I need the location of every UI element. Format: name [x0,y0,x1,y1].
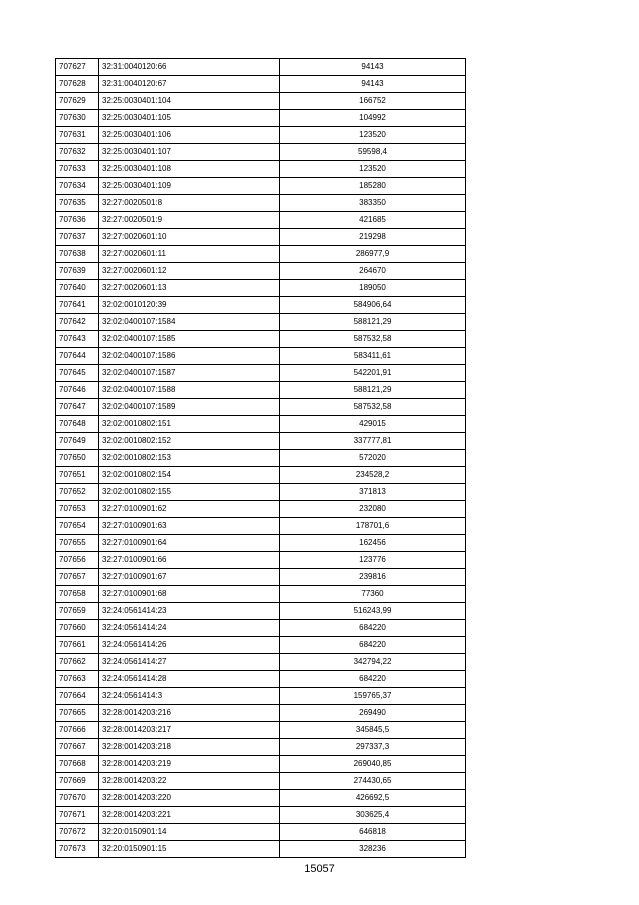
table-row [56,161,466,178]
value-cell: 345845,5 [280,722,466,739]
row-id-cell: 707671 [56,807,99,824]
cadastral-number-cell: 32:25:0030401:107 [99,144,280,161]
table-row [56,195,466,212]
value-cell: 337777,81 [280,433,466,450]
value-cell: 542201,91 [280,365,466,382]
cadastral-number-cell: 32:02:0010802:155 [99,484,280,501]
table-row [56,824,466,841]
cadastral-number-cell: 32:27:0020601:13 [99,280,280,297]
page-number: 15057 [304,863,335,875]
row-id-cell: 707667 [56,739,99,756]
value-cell: 426692,5 [280,790,466,807]
cadastral-number-cell: 32:25:0030401:105 [99,110,280,127]
cadastral-number-cell: 32:20:0150901:15 [99,841,280,858]
row-id-cell: 707648 [56,416,99,433]
row-id-cell: 707641 [56,297,99,314]
value-cell: 269490 [280,705,466,722]
cadastral-number-cell: 32:31:0040120:67 [99,76,280,93]
table-row [56,263,466,280]
cadastral-number-cell: 32:24:0561414:3 [99,688,280,705]
row-id-cell: 707659 [56,603,99,620]
cadastral-number-cell: 32:27:0100901:64 [99,535,280,552]
table-row [56,552,466,569]
table-row [56,433,466,450]
row-id-cell: 707660 [56,620,99,637]
cadastral-number-cell: 32:25:0030401:108 [99,161,280,178]
cadastral-number-cell: 32:28:0014203:219 [99,756,280,773]
value-cell: 269040,85 [280,756,466,773]
value-cell: 219298 [280,229,466,246]
table-row [56,178,466,195]
row-id-cell: 707637 [56,229,99,246]
cadastral-number-cell: 32:25:0030401:106 [99,127,280,144]
row-id-cell: 707652 [56,484,99,501]
cadastral-number-cell: 32:24:0561414:28 [99,671,280,688]
row-id-cell: 707636 [56,212,99,229]
cadastral-number-cell: 32:02:0400107:1587 [99,365,280,382]
table-row [56,484,466,501]
value-cell: 166752 [280,93,466,110]
row-id-cell: 707651 [56,467,99,484]
row-id-cell: 707658 [56,586,99,603]
value-cell: 94143 [280,59,466,76]
table-row [56,76,466,93]
value-cell: 584906,64 [280,297,466,314]
value-cell: 123520 [280,127,466,144]
cadastral-number-cell: 32:24:0561414:27 [99,654,280,671]
table-row [56,756,466,773]
cadastral-number-cell: 32:27:0100901:63 [99,518,280,535]
value-cell: 587532,58 [280,399,466,416]
table-row [56,688,466,705]
value-cell: 583411,61 [280,348,466,365]
table-row [56,637,466,654]
row-id-cell: 707646 [56,382,99,399]
table-row [56,144,466,161]
value-cell: 371813 [280,484,466,501]
cadastral-number-cell: 32:27:0100901:62 [99,501,280,518]
row-id-cell: 707654 [56,518,99,535]
cadastral-number-cell: 32:02:0010802:153 [99,450,280,467]
row-id-cell: 707645 [56,365,99,382]
table-row [56,59,466,76]
row-id-cell: 707638 [56,246,99,263]
row-id-cell: 707668 [56,756,99,773]
cadastral-number-cell: 32:27:0020601:10 [99,229,280,246]
value-cell: 123776 [280,552,466,569]
value-cell: 587532,58 [280,331,466,348]
table-row [56,535,466,552]
table-row [56,586,466,603]
value-cell: 572020 [280,450,466,467]
row-id-cell: 707632 [56,144,99,161]
cadastral-number-cell: 32:28:0014203:221 [99,807,280,824]
value-cell: 234528,2 [280,467,466,484]
cadastral-number-cell: 32:27:0020501:8 [99,195,280,212]
cadastral-number-cell: 32:27:0020501:9 [99,212,280,229]
row-id-cell: 707633 [56,161,99,178]
value-cell: 274430,65 [280,773,466,790]
value-cell: 297337,3 [280,739,466,756]
value-cell: 588121,29 [280,314,466,331]
row-id-cell: 707672 [56,824,99,841]
cadastral-number-cell: 32:27:0100901:66 [99,552,280,569]
row-id-cell: 707628 [56,76,99,93]
cadastral-number-cell: 32:28:0014203:22 [99,773,280,790]
value-cell: 286977,9 [280,246,466,263]
value-cell: 684220 [280,671,466,688]
table-row [56,450,466,467]
cadastral-number-cell: 32:02:0010802:152 [99,433,280,450]
row-id-cell: 707643 [56,331,99,348]
table-row [56,331,466,348]
row-id-cell: 707647 [56,399,99,416]
row-id-cell: 707662 [56,654,99,671]
table-row [56,654,466,671]
cadastral-value-table [55,58,466,858]
row-id-cell: 707666 [56,722,99,739]
cadastral-number-cell: 32:27:0020601:11 [99,246,280,263]
value-cell: 232080 [280,501,466,518]
table-row [56,93,466,110]
row-id-cell: 707630 [56,110,99,127]
value-cell: 342794,22 [280,654,466,671]
row-id-cell: 707627 [56,59,99,76]
cadastral-number-cell: 32:28:0014203:217 [99,722,280,739]
cadastral-number-cell: 32:02:0010802:151 [99,416,280,433]
value-cell: 429015 [280,416,466,433]
row-id-cell: 707642 [56,314,99,331]
cadastral-number-cell: 32:02:0010802:154 [99,467,280,484]
cadastral-number-cell: 32:02:0400107:1584 [99,314,280,331]
cadastral-number-cell: 32:31:0040120:66 [99,59,280,76]
cadastral-number-cell: 32:02:0400107:1585 [99,331,280,348]
cadastral-number-cell: 32:25:0030401:109 [99,178,280,195]
cadastral-number-cell: 32:20:0150901:14 [99,824,280,841]
table-row [56,569,466,586]
cadastral-number-cell: 32:27:0100901:68 [99,586,280,603]
table-row [56,416,466,433]
row-id-cell: 707644 [56,348,99,365]
table-row [56,212,466,229]
cadastral-number-cell: 32:02:0400107:1588 [99,382,280,399]
table-row [56,722,466,739]
row-id-cell: 707670 [56,790,99,807]
value-cell: 516243,99 [280,603,466,620]
row-id-cell: 707663 [56,671,99,688]
row-id-cell: 707650 [56,450,99,467]
value-cell: 59598,4 [280,144,466,161]
table-row [56,365,466,382]
value-cell: 328236 [280,841,466,858]
row-id-cell: 707635 [56,195,99,212]
cadastral-number-cell: 32:27:0100901:67 [99,569,280,586]
table-row [56,671,466,688]
cadastral-number-cell: 32:02:0400107:1586 [99,348,280,365]
value-cell: 178701,6 [280,518,466,535]
row-id-cell: 707629 [56,93,99,110]
value-cell: 588121,29 [280,382,466,399]
value-cell: 383350 [280,195,466,212]
table-row [56,705,466,722]
table-row [56,399,466,416]
cadastral-number-cell: 32:24:0561414:26 [99,637,280,654]
row-id-cell: 707664 [56,688,99,705]
value-cell: 239816 [280,569,466,586]
value-cell: 684220 [280,620,466,637]
table-row [56,229,466,246]
value-cell: 123520 [280,161,466,178]
cadastral-number-cell: 32:02:0010120:39 [99,297,280,314]
row-id-cell: 707656 [56,552,99,569]
row-id-cell: 707665 [56,705,99,722]
table-row [56,110,466,127]
row-id-cell: 707661 [56,637,99,654]
cadastral-number-cell: 32:25:0030401:104 [99,93,280,110]
row-id-cell: 707673 [56,841,99,858]
row-id-cell: 707634 [56,178,99,195]
cadastral-number-cell: 32:28:0014203:218 [99,739,280,756]
table-row [56,501,466,518]
table-row [56,790,466,807]
table-row [56,773,466,790]
table-row [56,297,466,314]
value-cell: 185280 [280,178,466,195]
table-row [56,127,466,144]
row-id-cell: 707649 [56,433,99,450]
value-cell: 162456 [280,535,466,552]
cadastral-number-cell: 32:24:0561414:23 [99,603,280,620]
table-row [56,246,466,263]
row-id-cell: 707631 [56,127,99,144]
table-row [56,382,466,399]
cadastral-number-cell: 32:28:0014203:216 [99,705,280,722]
cadastral-number-cell: 32:27:0020601:12 [99,263,280,280]
value-cell: 303625,4 [280,807,466,824]
table-row [56,739,466,756]
value-cell: 104992 [280,110,466,127]
row-id-cell: 707640 [56,280,99,297]
value-cell: 189050 [280,280,466,297]
cadastral-number-cell: 32:24:0561414:24 [99,620,280,637]
table-body [56,59,466,858]
table-row [56,467,466,484]
table-row [56,841,466,858]
row-id-cell: 707657 [56,569,99,586]
value-cell: 264670 [280,263,466,280]
row-id-cell: 707653 [56,501,99,518]
value-cell: 159765,37 [280,688,466,705]
value-cell: 646818 [280,824,466,841]
table-row [56,280,466,297]
table-row [56,603,466,620]
value-cell: 77360 [280,586,466,603]
table-row [56,348,466,365]
row-id-cell: 707639 [56,263,99,280]
row-id-cell: 707655 [56,535,99,552]
value-cell: 421685 [280,212,466,229]
cadastral-number-cell: 32:02:0400107:1589 [99,399,280,416]
row-id-cell: 707669 [56,773,99,790]
table-row [56,807,466,824]
cadastral-number-cell: 32:28:0014203:220 [99,790,280,807]
value-cell: 684220 [280,637,466,654]
table-row [56,314,466,331]
table-row [56,518,466,535]
value-cell: 94143 [280,76,466,93]
table-row [56,620,466,637]
